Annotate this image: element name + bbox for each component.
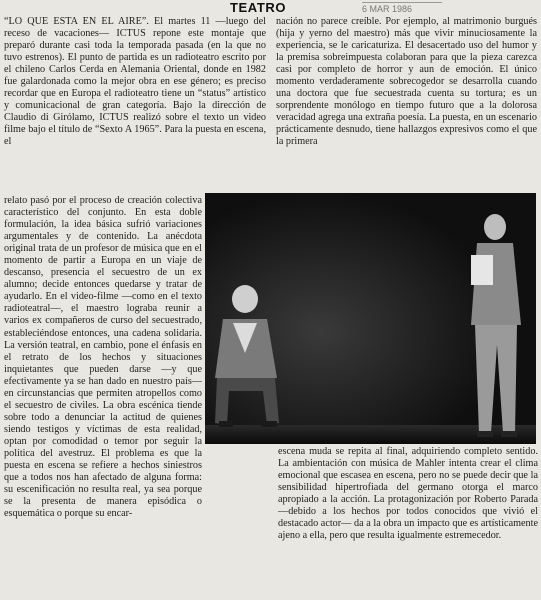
article-column-right-bottom: [278, 446, 538, 600]
stage-photo-illustration: [205, 193, 536, 444]
paragraph-left-top: “LO QUE ESTA EN EL AIRE”. El martes 11 —luego del receso de vacaciones— ICTUS repone este montaje que preparó durante casi toda la temporada pasada (en la que no tuvo estrenos). El punto de partida es un radioteatro escrito por el chileno Carlos Cerda en Alemania Oriental, donde en 1982 fue galardonada como la mejor obra en ese género; es preciso recordar que en Europa el radioteatro tiene un “status” artístico y comunicacional de gran categoría. Bajo la dirección de Claudio di Girólamo, ICTUS realizó sobre el texto un video filme bajo el título de “Sexto A 1965”. Para la puesta en escena, el: [4, 16, 266, 148]
article-column-left-top: [4, 16, 266, 195]
stage-photo: [205, 193, 536, 444]
paragraph-left-bottom: relato pasó por el proceso de creación colectiva característico del conjunto. En esta doble formulación, la idea básica sufrió variaciones argumentales y de contenido. La anécdota original trata de un profesor de música que en el momento de partir a Europa en un viaje de descanso, presencia el secuestro de un ex alumno; decide entonces quedarse y tratar de ayudarlo. En el video-filme —como en el texto radioteatral—, el maestro lograba reunir a varios ex compañeros de curso del secuestrado, estableciéndose entonces, una cadena solidaria. La versión teatral, en cambio, pone el énfasis en el retrato de los hechos y situaciones inquietantes que pueden darse —y que efectivamente ya se han dado en nuestro país— en circunstancias que permiten atropellos como el secuestro de civiles. La obra escénica tiende sobre todo a denunciar la actitud de quienes siendo testigos y víctimas de esta realidad, optan por comodidad o temor por seguir la política del avestruz. El problema es que la puesta en escena se refiere a hechos siniestros que a todos nos han afectado de alguna forma: su escenificación no resulta real, ya sea porque se la presenta de manera episódica o esquemática o porque su encar-: [4, 195, 202, 520]
paragraph-right-bottom: escena muda se repita al final, adquiriendo completo sentido. La ambientación con música de Mahler intenta crear el clima emocional que escasea en escena, pero no se puede decir que la sensibilidad hipertrofiada del germano otorga el marco apropiado a la acción. La protagonización por Roberto Parada —debido a los hechos por todos conocidos que vivió el destacado actor— da a la obra un impacto que es artísticamente ajeno a ella, pero que resulta igualmente estremecedor.: [278, 446, 538, 542]
article-column-left-bottom: [4, 195, 202, 600]
section-header: TEATRO: [230, 0, 287, 15]
paragraph-right-top: nación no parece creíble. Por ejemplo, al matrimonio burgués (hija y yerno del maestro) más que vivir minuciosamente la experiencia, se le caricaturiza. El desacertado uso del humor y la premisa sobreimpuesta colaboran para que la pieza carezca casi por completo de horror y aun de emoción. El único momento verdaderamente sobrecogedor se desarrolla cuando una doctora que fue secuestrada cuenta su tortura; es un sorprendente monólogo en tiempo futuro que a la dolorosa veracidad agrega una extraña poesía. La puesta, en un escenario prácticamente desnudo, tiene hallazgos expresivos como el que la primera: [276, 16, 537, 148]
article-column-right-top: [276, 16, 537, 195]
date-stamp: 6 MAR 1986: [362, 2, 442, 18]
